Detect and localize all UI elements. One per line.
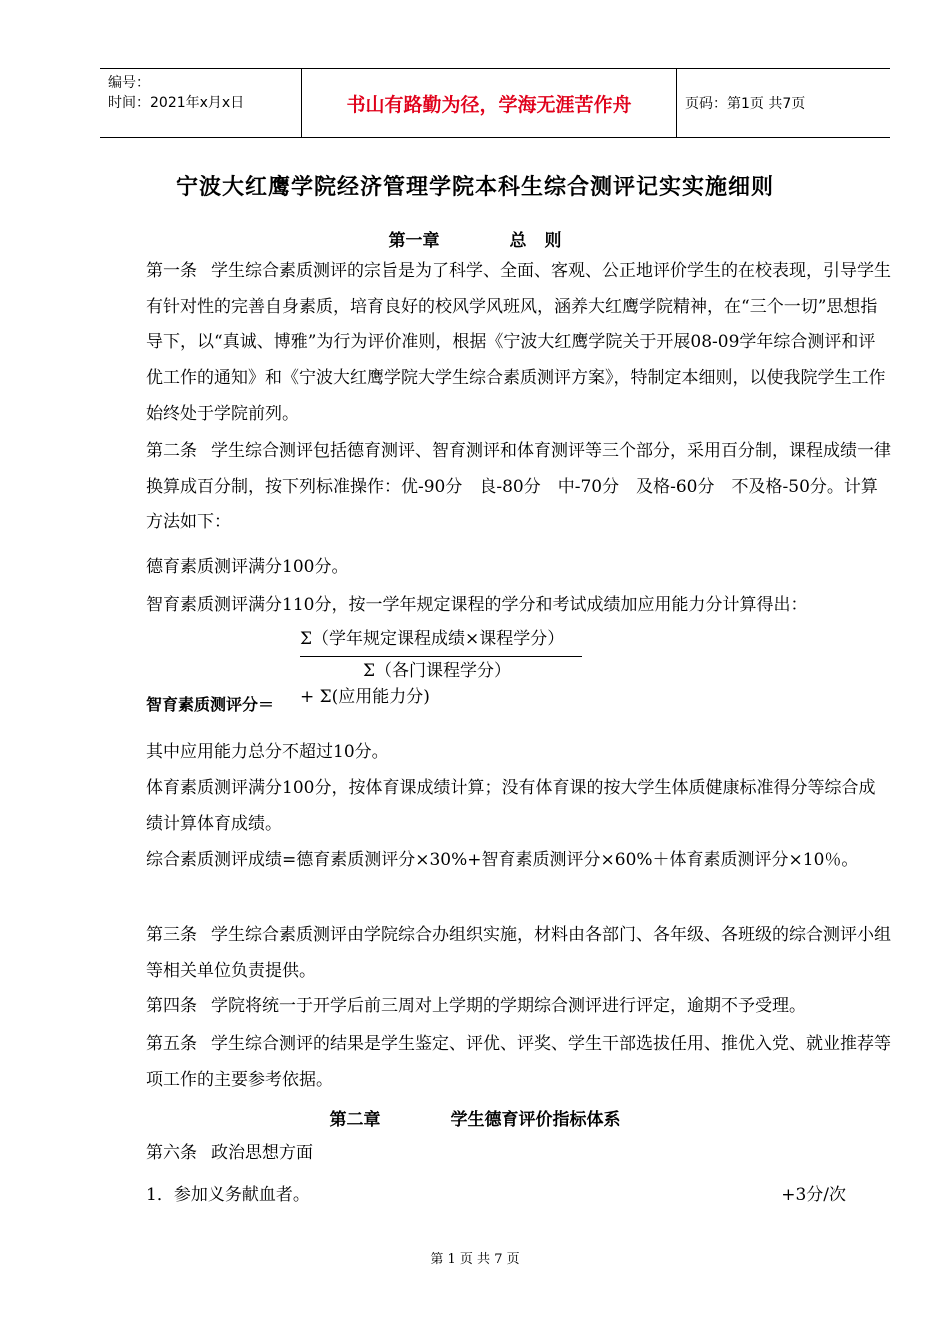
total-score-text: 综合素质测评成绩=德育素质测评分×30%+智育素质测评分×60%＋体育素质测评分×10％。 <box>146 850 859 870</box>
page-footer: 第 1 页 共 7 页 <box>430 1252 520 1267</box>
header-meta <box>100 69 302 137</box>
pe-score-text: 体育素质测评满分100分，按体育课成绩计算；没有体育课的按大学生体质健康标准得分等综合成绩计算体育成绩。 <box>146 778 876 834</box>
article-5-label: 第五条 <box>146 1034 197 1054</box>
header-table <box>100 68 890 138</box>
number-label: 编号： <box>108 75 150 91</box>
moral-score-text: 德育素质测评满分100分。 <box>146 557 349 577</box>
applied-limit-text: 其中应用能力总分不超过10分。 <box>146 742 389 762</box>
chapter-2-number: 第二章 <box>329 1110 381 1130</box>
article-6-label: 第六条 <box>146 1143 197 1163</box>
article-4-text: 学院将统一于开学后前三周对上学期的学期综合测评进行评定，逾期不予受理。 <box>211 996 806 1016</box>
article-6 <box>146 1136 891 1172</box>
article-5 <box>146 1027 891 1098</box>
article-2 <box>146 434 891 541</box>
document-title: 宁波大红鹰学院经济管理学院本科生综合测评记实实施细则 <box>175 175 774 200</box>
article-3-text: 学生综合素质测评由学院综合办组织实施，材料由各部门、各年级、各班级的综合测评小组等相关单位负责提供。 <box>146 925 891 981</box>
article-3-label: 第三条 <box>146 925 197 945</box>
time-label: 时间：2021年x月x日 <box>108 95 245 111</box>
formula-plus-term: + Σ(应用能力分) <box>300 687 430 707</box>
header-motto: 书山有路勤为径，学海无涯苦作舟 <box>302 69 677 137</box>
article-2-label: 第二条 <box>146 441 197 461</box>
article-4 <box>146 989 891 1025</box>
formula-numerator: Σ（学年规定课程成绩×课程学分） <box>300 629 565 649</box>
chapter-1-name: 总 <box>509 231 527 251</box>
article-1-label: 第一条 <box>146 261 197 281</box>
article-1-text: 学生综合素质测评的宗旨是为了科学、全面、客观、公正地评价学生的在校表现，引导学生有针对性的完善自身素质，培育良好的校风学风班风，涵养大红鹰学院精神，在“三个一切”思想指导下，以“真诚、博雅”为行为评价准则，根据《宁波大红鹰学院关于开展08-09学年综合测评和评优工作的通知》和《宁波大红鹰学院大学生综合素质测评方案》，特制定本细则，以使我院学生工作始终处于学院前列。 <box>146 261 891 424</box>
item-1-score: +3分/次 <box>781 1185 846 1205</box>
chapter-1-heading <box>0 226 950 251</box>
chapter-2-heading <box>0 1105 950 1130</box>
article-4-label: 第四条 <box>146 996 197 1016</box>
intellectual-score-text: 智育素质测评满分110分，按一学年规定课程的学分和考试成绩加应用能力分计算得出： <box>146 595 808 615</box>
chapter-1-number: 第一章 <box>388 231 440 251</box>
header-page-info: 页码：第1页 共7页 <box>685 96 806 112</box>
article-6-text: 政治思想方面 <box>211 1143 313 1163</box>
article-1 <box>146 254 891 433</box>
article-3 <box>146 918 891 989</box>
item-1-text: 1．参加义务献血者。 <box>146 1185 310 1205</box>
article-5-text: 学生综合测评的结果是学生鉴定、评优、评奖、学生干部选拔任用、推优入党、就业推荐等项工作的主要参考依据。 <box>146 1034 891 1090</box>
formula-lhs: 智育素质测评分＝ <box>146 695 275 714</box>
formula-denominator: Σ（各门课程学分） <box>363 661 512 681</box>
item-blood-donation <box>146 1180 846 1205</box>
article-2-text: 学生综合测评包括德育测评、智育测评和体育测评等三个部分，采用百分制，课程成绩一律换算成百分制，按下列标准操作：优-90分 良-80分 中-70分 及格-60分 不及格-50分。计算方法如下： <box>146 441 891 533</box>
chapter-1-name-2: 则 <box>544 231 562 251</box>
chapter-2-name: 学生德育评价指标体系 <box>450 1110 621 1130</box>
